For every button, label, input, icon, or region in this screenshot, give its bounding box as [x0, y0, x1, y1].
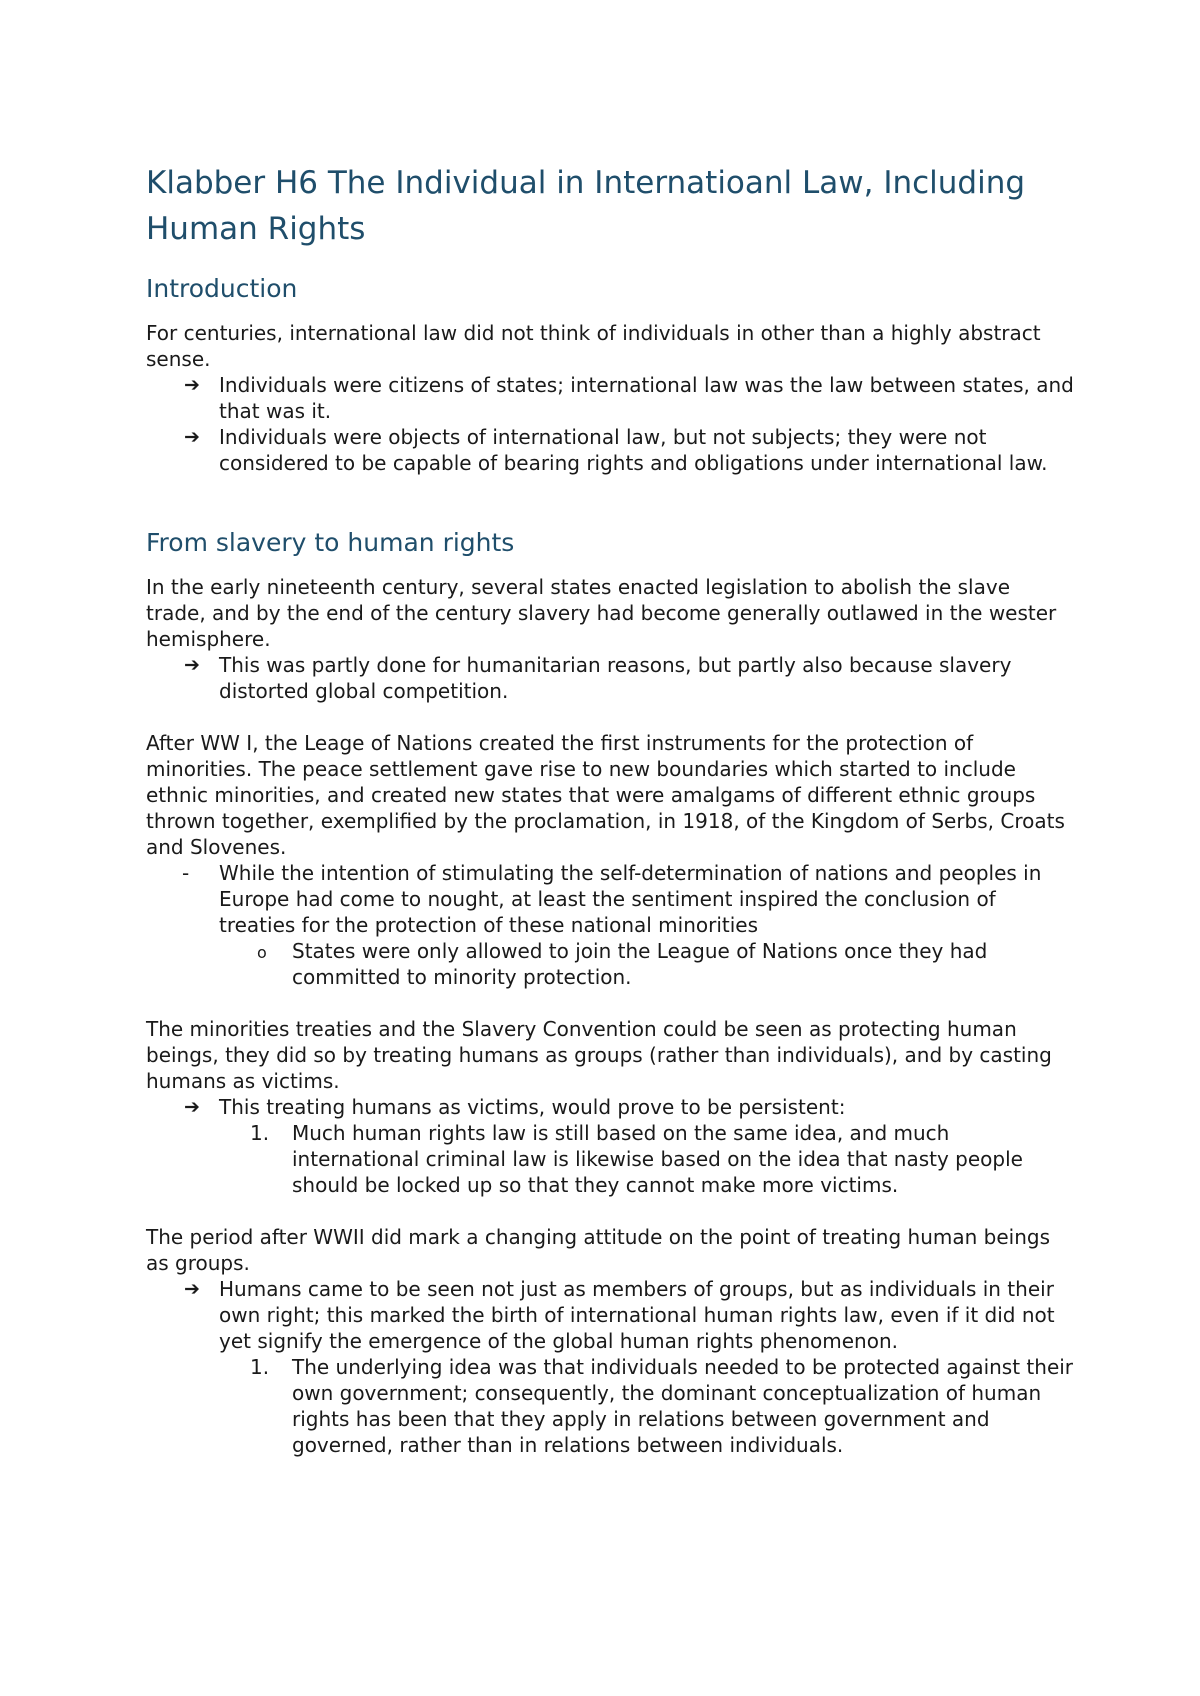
arrow-bullet-item — [146, 652, 1076, 704]
bullet-text: This was partly done for humanitarian reasons, but partly also because slavery distorted global competition. — [219, 653, 1012, 703]
numbered-text: The underlying idea was that individuals needed to be protected against their own government; consequently, the dominant conceptualization of human rights has been that they apply in relations between government and governed, rather than in relations between individuals. — [292, 1355, 1074, 1457]
dash-bullet-icon: - — [182, 861, 190, 885]
circle-bullet-icon: o — [257, 943, 267, 962]
paragraph: The period after WWII did mark a changing attitude on the point of treating human beings as groups. — [146, 1225, 1051, 1275]
paragraph: For centuries, international law did not think of individuals in other than a highly abstract sense. — [146, 321, 1041, 371]
section-heading-introduction: Introduction — [146, 274, 298, 303]
bullet-text: While the intention of stimulating the self-determination of nations and peoples in Europe had come to nought, at least the sentiment inspired the conclusion of treaties for the protection of these national minorities — [219, 861, 1042, 937]
paragraph: In the early nineteenth century, several states enacted legislation to abolish the slave trade, and by the end of the century slavery had become generally outlawed in the wester hemisphere. — [146, 575, 1057, 651]
number-marker: 1. — [250, 1121, 270, 1145]
paragraph: The minorities treaties and the Slavery Convention could be seen as protecting human beings, they did so by treating humans as groups (rather than individuals), and by casting humans as victims. — [146, 1017, 1052, 1093]
arrow-bullet-icon: ➔ — [184, 1096, 200, 1118]
arrow-bullet-icon: ➔ — [184, 654, 200, 676]
number-marker: 1. — [250, 1355, 270, 1379]
numbered-text: Much human rights law is still based on the same idea, and much international criminal law is likewise based on the idea that nasty people should be locked up so that they cannot make more victims. — [292, 1121, 1023, 1197]
bullet-text: Humans came to be seen not just as members of groups, but as individuals in their own right; this marked the birth of international human rights law, even if it did not yet signify the emergence of the global human rights phenomenon. — [219, 1277, 1055, 1353]
circle-bullet-item — [146, 938, 1076, 990]
numbered-item — [146, 1120, 1076, 1198]
bullet-text: This treating humans as victims, would prove to be persistent: — [219, 1095, 846, 1119]
document-content — [146, 160, 1076, 1458]
section-heading-slavery: From slavery to human rights — [146, 528, 515, 557]
dash-bullet-item — [146, 860, 1076, 938]
arrow-bullet-item — [146, 372, 1076, 424]
arrow-bullet-icon: ➔ — [184, 1278, 200, 1300]
bullet-text: Individuals were citizens of states; international law was the law between states, and that was it. — [219, 373, 1074, 423]
paragraph: After WW I, the Leage of Nations created the first instruments for the protection of minorities. The peace settlement gave rise to new boundaries which started to include ethnic minorities, and created new states that were amalgams of different ethnic groups thrown together, exemplified by the proclamation, in 1918, of the Kingdom of Serbs, Croats and Slovenes. — [146, 731, 1065, 859]
arrow-bullet-item — [146, 1276, 1076, 1354]
arrow-bullet-icon: ➔ — [184, 374, 200, 396]
arrow-bullet-icon: ➔ — [184, 426, 200, 448]
bullet-text: States were only allowed to join the League of Nations once they had committed to minority protection. — [292, 939, 988, 989]
arrow-bullet-item — [146, 1094, 1076, 1120]
arrow-bullet-item — [146, 424, 1076, 476]
bullet-text: Individuals were objects of international law, but not subjects; they were not considered to be capable of bearing rights and obligations under international law. — [219, 425, 1048, 475]
numbered-item — [146, 1354, 1076, 1458]
document-title: Klabber H6 The Individual in Internatioanl Law, Including Human Rights — [146, 165, 1026, 247]
